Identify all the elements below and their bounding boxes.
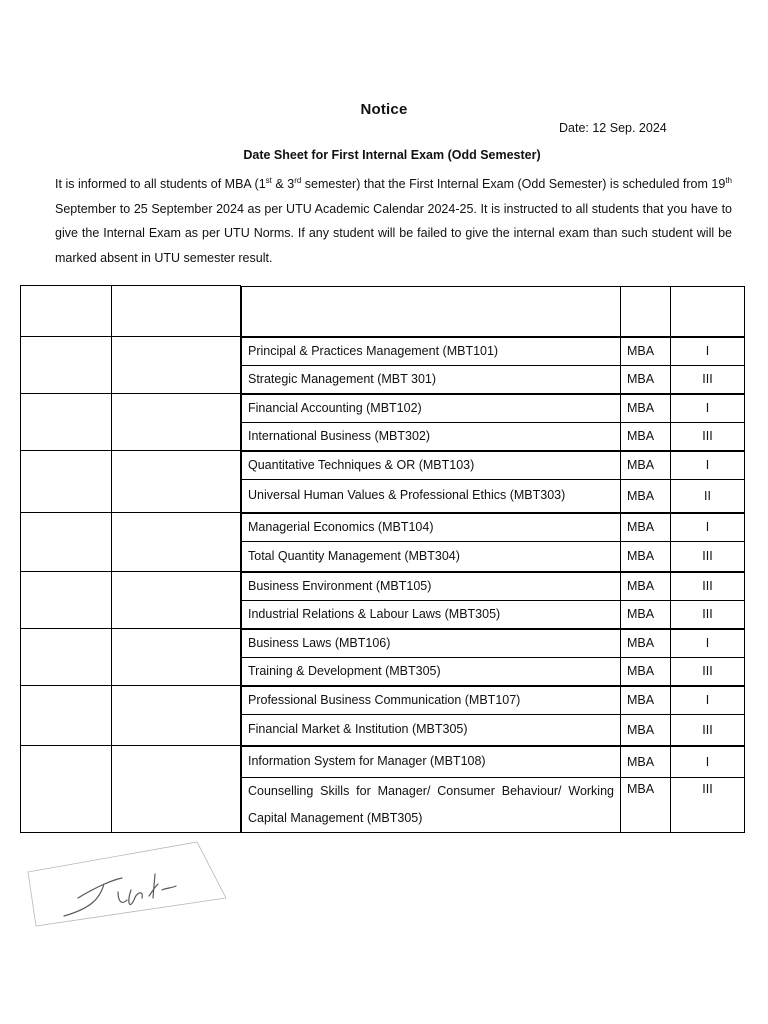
table-row (242, 451, 745, 479)
course-cell: MBA (621, 746, 671, 777)
subject-cell: Universal Human Values & Professional Ethics (MBT303) (242, 479, 621, 512)
time-cell (112, 686, 241, 746)
course-cell: MBA (621, 479, 671, 512)
table-row (242, 746, 745, 777)
course-cell: MBA (621, 337, 671, 365)
time-cell (112, 394, 241, 451)
subject-cell: Managerial Economics (MBT104) (242, 513, 621, 541)
semester-cell: I (671, 629, 745, 657)
header-cell-time (112, 286, 241, 337)
table-row-group (21, 686, 744, 746)
subject-cell: Business Environment (MBT105) (242, 572, 621, 600)
date-cell (21, 394, 112, 451)
table-row (242, 365, 745, 393)
paragraph-text: It is informed to all students of MBA (1 (55, 177, 266, 191)
date-cell (21, 572, 112, 629)
subject-cell: Financial Accounting (MBT102) (242, 394, 621, 422)
semester-cell: I (671, 513, 745, 541)
table-row (242, 629, 745, 657)
semester-cell: III (671, 365, 745, 393)
header-cell-subject (242, 286, 621, 336)
time-cell (112, 451, 241, 513)
subject-cell: Strategic Management (MBT 301) (242, 365, 621, 393)
semester-cell: III (671, 541, 745, 571)
subject-cell: Principal & Practices Management (MBT101) (242, 337, 621, 365)
course-cell: MBA (621, 657, 671, 685)
course-cell: MBA (621, 394, 671, 422)
semester-cell: I (671, 451, 745, 479)
notice-paragraph (55, 172, 732, 270)
subject-cell: International Business (MBT302) (242, 422, 621, 450)
subject-cell: Financial Market & Institution (MBT305) (242, 714, 621, 745)
time-cell (112, 337, 241, 394)
paragraph-text: semester) that the First Internal Exam (Odd Semester) is scheduled from 19 (301, 177, 726, 191)
table-row (242, 777, 745, 832)
semester-cell: I (671, 746, 745, 777)
header-cell-subjects (241, 286, 744, 337)
table-row (242, 422, 745, 450)
table-row (242, 714, 745, 745)
subject-cell: Training & Development (MBT305) (242, 657, 621, 685)
table-header-row (21, 286, 744, 337)
semester-cell: II (671, 479, 745, 512)
time-cell (112, 572, 241, 629)
course-cell: MBA (621, 686, 671, 714)
time-cell (112, 629, 241, 686)
semester-cell: I (671, 337, 745, 365)
course-cell: MBA (621, 629, 671, 657)
subject-cell: Professional Business Communication (MBT107) (242, 686, 621, 714)
table-row-group (21, 572, 744, 629)
signature-box (28, 842, 226, 926)
table-row (242, 394, 745, 422)
time-cell (112, 746, 241, 833)
table-row-group (21, 629, 744, 686)
table-row (242, 657, 745, 685)
course-cell: MBA (621, 572, 671, 600)
paragraph-text: & 3 (271, 177, 295, 191)
course-cell: MBA (621, 600, 671, 628)
header-cell-semester (671, 286, 745, 336)
semester-cell: I (671, 394, 745, 422)
subject-cell: Counselling Skills for Manager/ Consumer Behaviour/ Working Capital Management (MBT305) (242, 777, 621, 832)
superscript-first: st (265, 175, 272, 185)
paragraph-text: September to 25 September 2024 as per UTU Academic Calendar 2024-25. It is instructed to all students that you have to give the Internal Exam as per UTU Norms. If any student will be failed to give the internal exam than such student will be marked absent in UTU semester result. (55, 201, 732, 265)
course-cell: MBA (621, 365, 671, 393)
superscript-third: rd (294, 175, 302, 185)
table-row-group (21, 337, 744, 394)
notice-title: Notice (360, 101, 408, 118)
table-row-group (21, 451, 744, 513)
signature-stamp (26, 840, 226, 930)
course-cell: MBA (621, 714, 671, 745)
semester-cell: III (671, 657, 745, 685)
exam-schedule-table (20, 285, 744, 833)
date-cell (21, 746, 112, 833)
semester-cell: III (671, 714, 745, 745)
course-cell: MBA (621, 513, 671, 541)
header-cell-course (621, 286, 671, 336)
semester-cell: III (671, 422, 745, 450)
date-sheet-subtitle: Date Sheet for First Internal Exam (Odd Semester) (243, 148, 541, 162)
table-row-group (21, 513, 744, 572)
semester-cell: III (671, 572, 745, 600)
subject-cell: Information System for Manager (MBT108) (242, 746, 621, 777)
superscript-nineteenth: th (725, 175, 732, 185)
header-cell-date (21, 286, 112, 337)
table-row (242, 686, 745, 714)
semester-cell: I (671, 686, 745, 714)
table-row (242, 600, 745, 628)
date-cell (21, 513, 112, 572)
course-cell: MBA (621, 777, 671, 832)
subject-cell: Industrial Relations & Labour Laws (MBT305) (242, 600, 621, 628)
course-cell: MBA (621, 451, 671, 479)
date-cell (21, 629, 112, 686)
date-cell (21, 451, 112, 513)
semester-cell: III (671, 600, 745, 628)
table-row (242, 513, 745, 541)
notice-date: Date: 12 Sep. 2024 (559, 121, 667, 135)
subject-cell: Business Laws (MBT106) (242, 629, 621, 657)
semester-cell: III (671, 777, 745, 832)
date-cell (21, 337, 112, 394)
course-cell: MBA (621, 422, 671, 450)
subject-cell: Total Quantity Management (MBT304) (242, 541, 621, 571)
subject-cell: Quantitative Techniques & OR (MBT103) (242, 451, 621, 479)
table-row (242, 541, 745, 571)
table-row (242, 479, 745, 512)
table-row-group (21, 394, 744, 451)
time-cell (112, 513, 241, 572)
table-row-group (21, 746, 744, 833)
table-row (242, 337, 745, 365)
table-row (242, 572, 745, 600)
course-cell: MBA (621, 541, 671, 571)
date-cell (21, 686, 112, 746)
